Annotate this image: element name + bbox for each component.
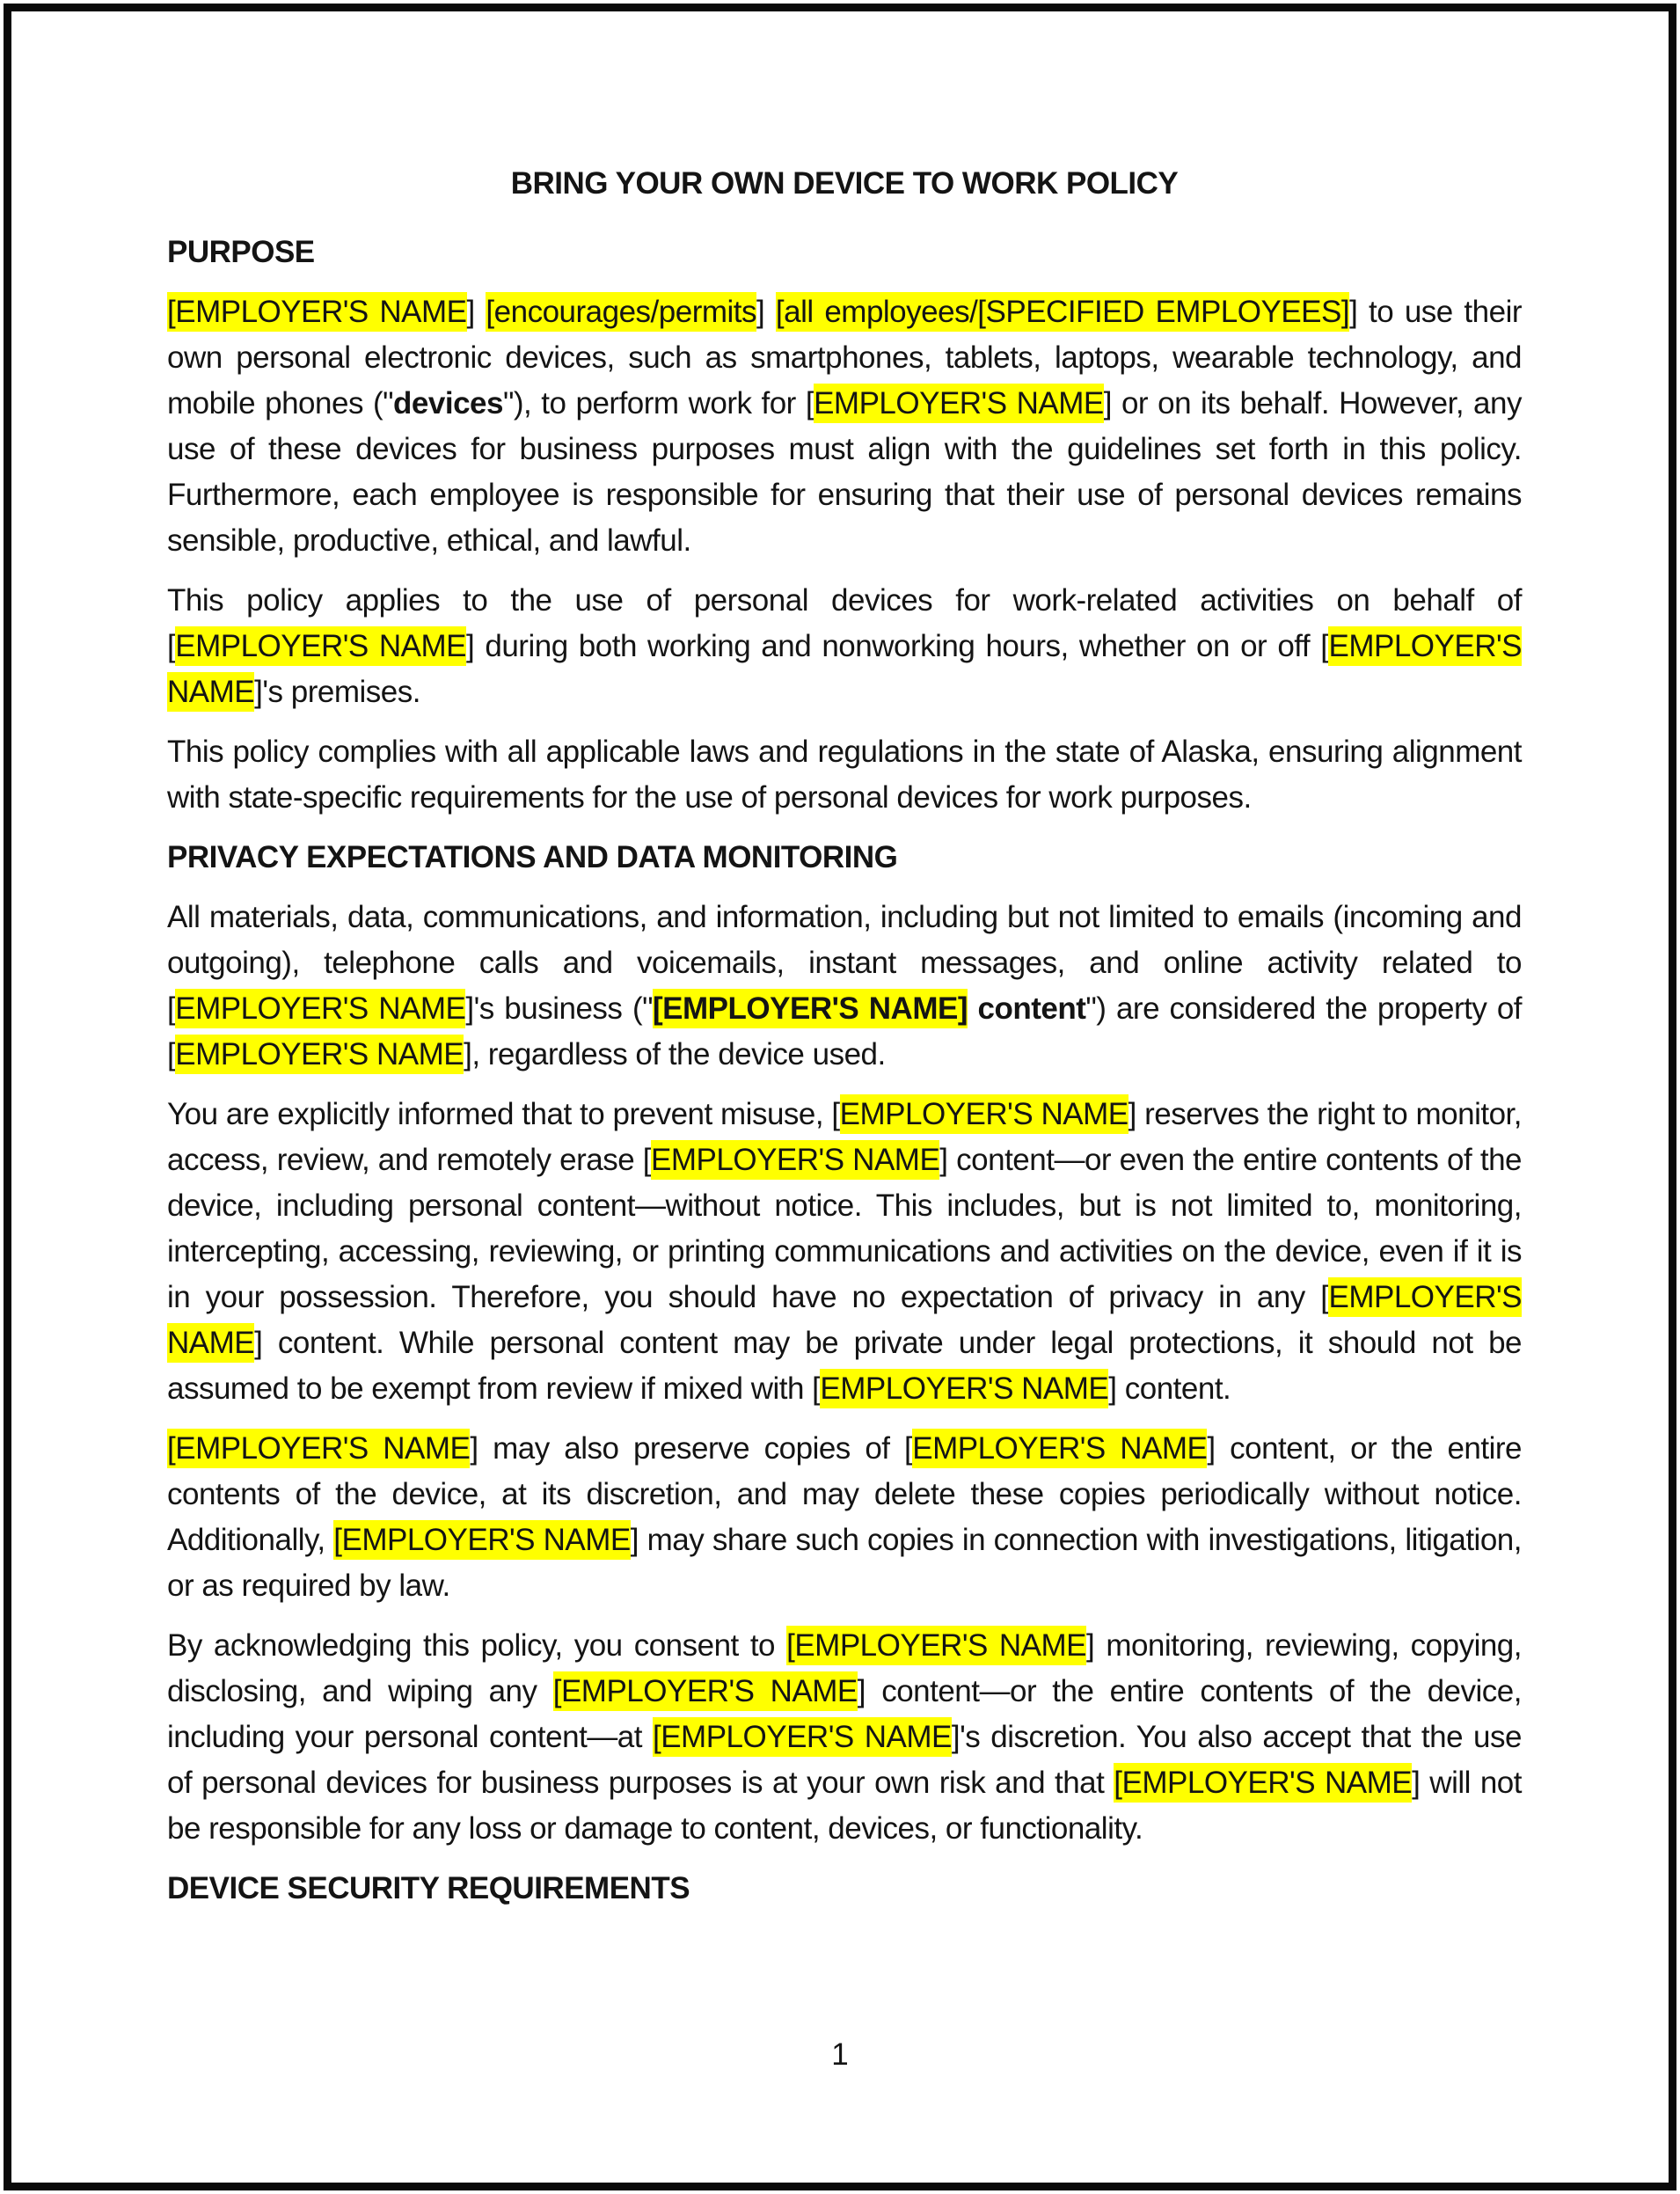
text-run: All materials, data, communications, and information, including but not limited to emails (incoming and outgoing), telephone calls and voicemails, instant messages, and online activity related to [ [167,900,1522,1026]
placeholder-highlight: [EMPLOYER'S NAME [653,1717,952,1757]
document [167,161,1522,1912]
text-run: ] to use their own personal electronic devices, such as smartphones, tablets, laptops, wearable technology, and mobile phones (" [167,295,1522,421]
text-run: ] content—or even the entire contents of the device, including personal content—without notice. This includes, but is not limited to, monitoring, intercepting, accessing, reviewing, or printing communications and activities on the device, even if it is in your possession. Therefore, you should have no expectation of privacy in any [ [167,1143,1522,1314]
placeholder-highlight: [EMPLOYER'S NAME [553,1671,858,1711]
paragraph [167,1623,1522,1852]
text-run: ] content. [1108,1371,1231,1406]
text-run: ] during both working and nonworking hours, whether on or off [ [466,629,1329,663]
document-body [167,230,1522,1912]
text-run: ] content—or the entire contents of the device, including your personal content—at [167,1674,1522,1754]
text-run: ] monitoring, reviewing, copying, disclosing, and wiping any [167,1628,1522,1708]
placeholder-highlight: [all employees/[SPECIFIED EMPLOYEES] [776,292,1349,332]
paragraph [167,729,1522,821]
placeholder-highlight: [EMPLOYER'S NAME [1114,1763,1412,1803]
placeholder-highlight: EMPLOYER'S NAME [175,989,465,1028]
text-run: content [967,991,1086,1026]
placeholder-highlight: EMPLOYER'S NAME [167,626,1522,712]
text-run: This policy complies with all applicable laws and regulations in the state of Alaska, ensuring alignment with state-specific requirements for the use of personal devices for work purposes. [167,735,1522,815]
text-run: ] reserves the right to monitor, access, review, and remotely erase [ [167,1097,1522,1177]
placeholder-highlight: EMPLOYER'S NAME [651,1140,939,1180]
text-run: ] or on its behalf. However, any use of these devices for business purposes must align with the guidelines set forth in this policy. Furthermore, each employee is responsible for ensuring that their use of personal devices remains sensible, productive, ethical, and lawful. [167,386,1522,558]
placeholder-highlight: EMPLOYER'S NAME [814,384,1104,423]
text-run: This policy applies to the use of personal devices for work-related activities on behalf of [ [167,583,1522,663]
text-run: ]'s business (" [465,991,654,1026]
placeholder-highlight: [encourages/permits [486,292,756,332]
placeholder-highlight: EMPLOYER'S NAME [167,1277,1522,1363]
text-run: ]'s premises. [254,675,420,709]
text-run: devices [393,386,503,421]
page-number: 1 [831,2037,849,2072]
text-run: ] may share such copies in connection with investigations, litigation, or as required by law. [167,1523,1522,1603]
placeholder-highlight: [EMPLOYER'S NAME [333,1520,631,1560]
text-run: ] content. While personal content may be private under legal protections, it should not be assumed to be exempt from review if mixed with [ [167,1326,1522,1406]
placeholder-highlight: [EMPLOYER'S NAME [786,1626,1086,1665]
placeholder-highlight: [EMPLOYER'S NAME] [653,989,968,1028]
text-run: You are explicitly informed that to prevent misuse, [ [167,1097,840,1131]
document-title: BRING YOUR OWN DEVICE TO WORK POLICY [510,166,1179,201]
placeholder-highlight: EMPLOYER'S NAME [912,1429,1207,1468]
section-heading: PRIVACY EXPECTATIONS AND DATA MONITORING [167,840,898,874]
text-run: By acknowledging this policy, you consent to [167,1628,787,1663]
paragraph [167,1426,1522,1609]
paragraph [167,1092,1522,1412]
section-heading: DEVICE SECURITY REQUIREMENTS [167,1871,690,1905]
text-run: ], regardless of the device used. [464,1037,886,1071]
placeholder-highlight: EMPLOYER'S NAME [175,1035,464,1074]
placeholder-highlight: EMPLOYER'S NAME [175,626,466,666]
text-run: ]'s discretion. You also accept that the use of personal devices for business purposes is at your own risk and that [167,1720,1522,1800]
placeholder-highlight: [EMPLOYER'S NAME [167,292,467,332]
page-border [4,4,1676,2190]
text-run: "), to perform work for [ [502,386,814,421]
text-run: ] [756,295,776,329]
placeholder-highlight: EMPLOYER'S NAME [820,1369,1108,1408]
paragraph [167,895,1522,1078]
text-run: ] [466,295,486,329]
text-run: ] may also preserve copies of [ [470,1431,913,1466]
paragraph [167,578,1522,715]
text-run: ] will not be responsible for any loss or damage to content, devices, or functionality. [167,1766,1522,1846]
placeholder-highlight: [EMPLOYER'S NAME [167,1429,470,1468]
text-run: ] content, or the entire contents of the device, at its discretion, and may delete these copies periodically without notice. Additionally, [167,1431,1522,1557]
section-heading: PURPOSE [167,235,315,269]
text-run: ") are considered the property of [ [167,991,1523,1071]
placeholder-highlight: EMPLOYER'S NAME [840,1094,1129,1134]
paragraph [167,289,1522,564]
